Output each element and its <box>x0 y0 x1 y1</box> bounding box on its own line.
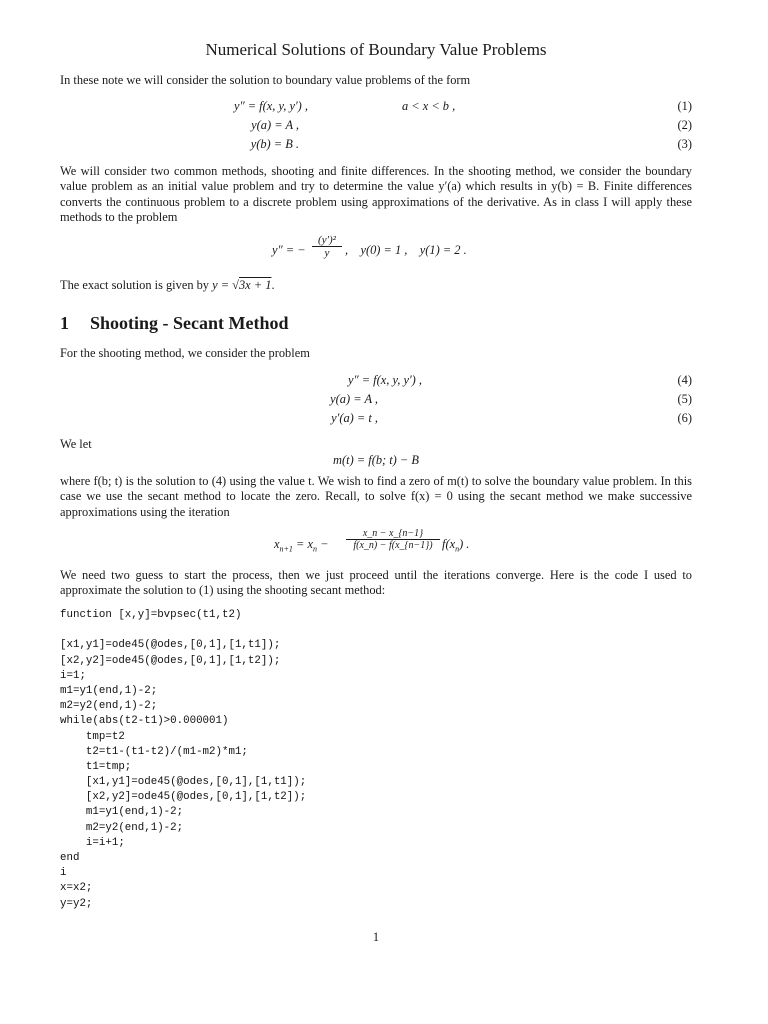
equation-number: (6) <box>677 411 692 425</box>
secant-rest <box>442 537 469 553</box>
secant-mid: = x <box>292 537 313 551</box>
secant-end: ) . <box>459 537 470 551</box>
code-line: tmp=t2 <box>60 730 125 743</box>
equation-lhs: y′(a) = t , <box>331 411 378 425</box>
code-line: while(abs(t2-t1)>0.000001) <box>60 715 229 728</box>
code-line: m2=y2(end,1)-2; <box>60 700 158 713</box>
equation-lhs: y(a) = A , <box>251 118 299 132</box>
equation-number: (4) <box>677 373 692 387</box>
equation-lhs: y(a) = A , <box>330 392 378 406</box>
code-line <box>60 623 306 638</box>
code-line: m1=y1(end,1)-2; <box>60 806 184 819</box>
equation-6 <box>0 411 692 429</box>
section-number: 1 <box>60 313 69 333</box>
code-line: t2=t1-(t1-t2)/(m1-m2)*m1; <box>60 745 248 758</box>
equation-lhs: y(b) = B . <box>250 137 299 151</box>
code-intro-paragraph: We need two guess to start the process, then we just proceed until the iterations converge. Here is the code I used to approximate the solution to (1) using the shooting secant method: <box>60 568 692 598</box>
code-line: [x2,y2]=ode45(@odes,[0,1],[1,t2]); <box>60 654 281 667</box>
secant-rest-sub: n <box>455 544 460 554</box>
code-line: [x1,y1]=ode45(@odes,[0,1],[1,t1]); <box>60 776 307 789</box>
exact-suffix: . <box>271 278 275 292</box>
equation-lhs: y″ = f(x, y, y′) , <box>233 99 308 113</box>
fraction-denominator: y <box>324 247 330 259</box>
problem-equation <box>0 234 768 270</box>
equation-number: (5) <box>677 392 692 406</box>
secant-fx: f(x <box>442 537 456 551</box>
methods-paragraph: We will consider two common methods, shooting and finite differences. In the shooting method, we consider the boundary value problem as an initial value problem and try to determine the value y′(a) which results in y(b) = B. Finite differences converts the continuous problem to a discrete problem using approximations of the derivative. As in class I will apply these methods to the problem <box>60 164 692 225</box>
page-number: 1 <box>372 930 380 944</box>
code-line: function [x,y]=bvpsec(t1,t2) <box>60 609 242 621</box>
fraction-numerator: (y′)² <box>312 234 342 247</box>
fraction-numerator: x_n − x_{n−1} <box>346 528 440 540</box>
code-line: y=y2; <box>60 897 93 910</box>
fraction-denominator: f(x_n) − f(x_{n−1}) <box>353 540 433 551</box>
code-line: end <box>60 852 80 864</box>
secant-x: x <box>274 537 280 551</box>
problem-lhs: y″ = − <box>272 243 306 257</box>
secant-fraction <box>346 528 440 551</box>
code-block <box>60 608 306 912</box>
code-line: i=1; <box>60 669 86 682</box>
secant-mid-sub: n <box>312 544 317 554</box>
code-line: x=x2; <box>60 882 93 895</box>
equation-number: (3) <box>677 137 692 151</box>
code-line: m2=y2(end,1)-2; <box>60 821 184 834</box>
where-paragraph: where f(b; t) is the solution to (4) using the value t. We wish to find a zero of m(t) to solve the boundary value problem. In this case we use the secant method to locate the zero. Recall, to solve f(x) = 0 using the secant method we make successive approximations using the iteration <box>60 474 692 519</box>
page-title: Numerical Solutions of Boundary Value Problems <box>205 40 547 59</box>
code-line: [x1,y1]=ode45(@odes,[0,1],[1,t1]); <box>60 639 281 652</box>
exact-prefix: The exact solution is given by <box>60 278 213 292</box>
exact-lhs: y = <box>212 278 233 292</box>
equation-4 <box>0 373 692 391</box>
equation-2 <box>0 118 692 136</box>
code-line: m1=y1(end,1)-2; <box>60 684 158 697</box>
code-line: t1=tmp; <box>60 760 132 773</box>
equation-3 <box>0 137 692 155</box>
code-line: i=i+1; <box>60 836 125 849</box>
exact-solution-paragraph <box>60 278 692 293</box>
code-line: i <box>60 867 67 880</box>
section-heading <box>60 313 289 334</box>
we-let-text: We let <box>60 437 92 451</box>
problem-fraction <box>312 234 342 259</box>
secant-equation <box>0 528 768 562</box>
shooting-intro: For the shooting method, we consider the problem <box>60 346 310 360</box>
equation-condition: a < x < b , <box>402 99 456 113</box>
sqrt-symbol: √ <box>232 278 239 292</box>
equation-5 <box>0 392 692 410</box>
exact-radicand: 3x + 1 <box>238 278 272 292</box>
equation-lhs: y″ = f(x, y, y′) , <box>347 373 422 387</box>
problem-conditions: , y(0) = 1 , y(1) = 2 . <box>345 243 467 257</box>
code-line: [x2,y2]=ode45(@odes,[0,1],[1,t2]); <box>60 791 307 804</box>
intro-paragraph: In these note we will consider the solution to boundary value problems of the form <box>60 73 471 87</box>
secant-sub: n+1 <box>279 544 293 554</box>
equation-number: (2) <box>677 118 692 132</box>
secant-lhs <box>274 537 328 553</box>
equation-number: (1) <box>677 99 692 113</box>
m-equation: m(t) = f(b; t) − B <box>333 453 419 467</box>
equation-1 <box>0 99 692 117</box>
section-title: Shooting - Secant Method <box>90 313 289 333</box>
secant-minus: − <box>316 537 329 551</box>
